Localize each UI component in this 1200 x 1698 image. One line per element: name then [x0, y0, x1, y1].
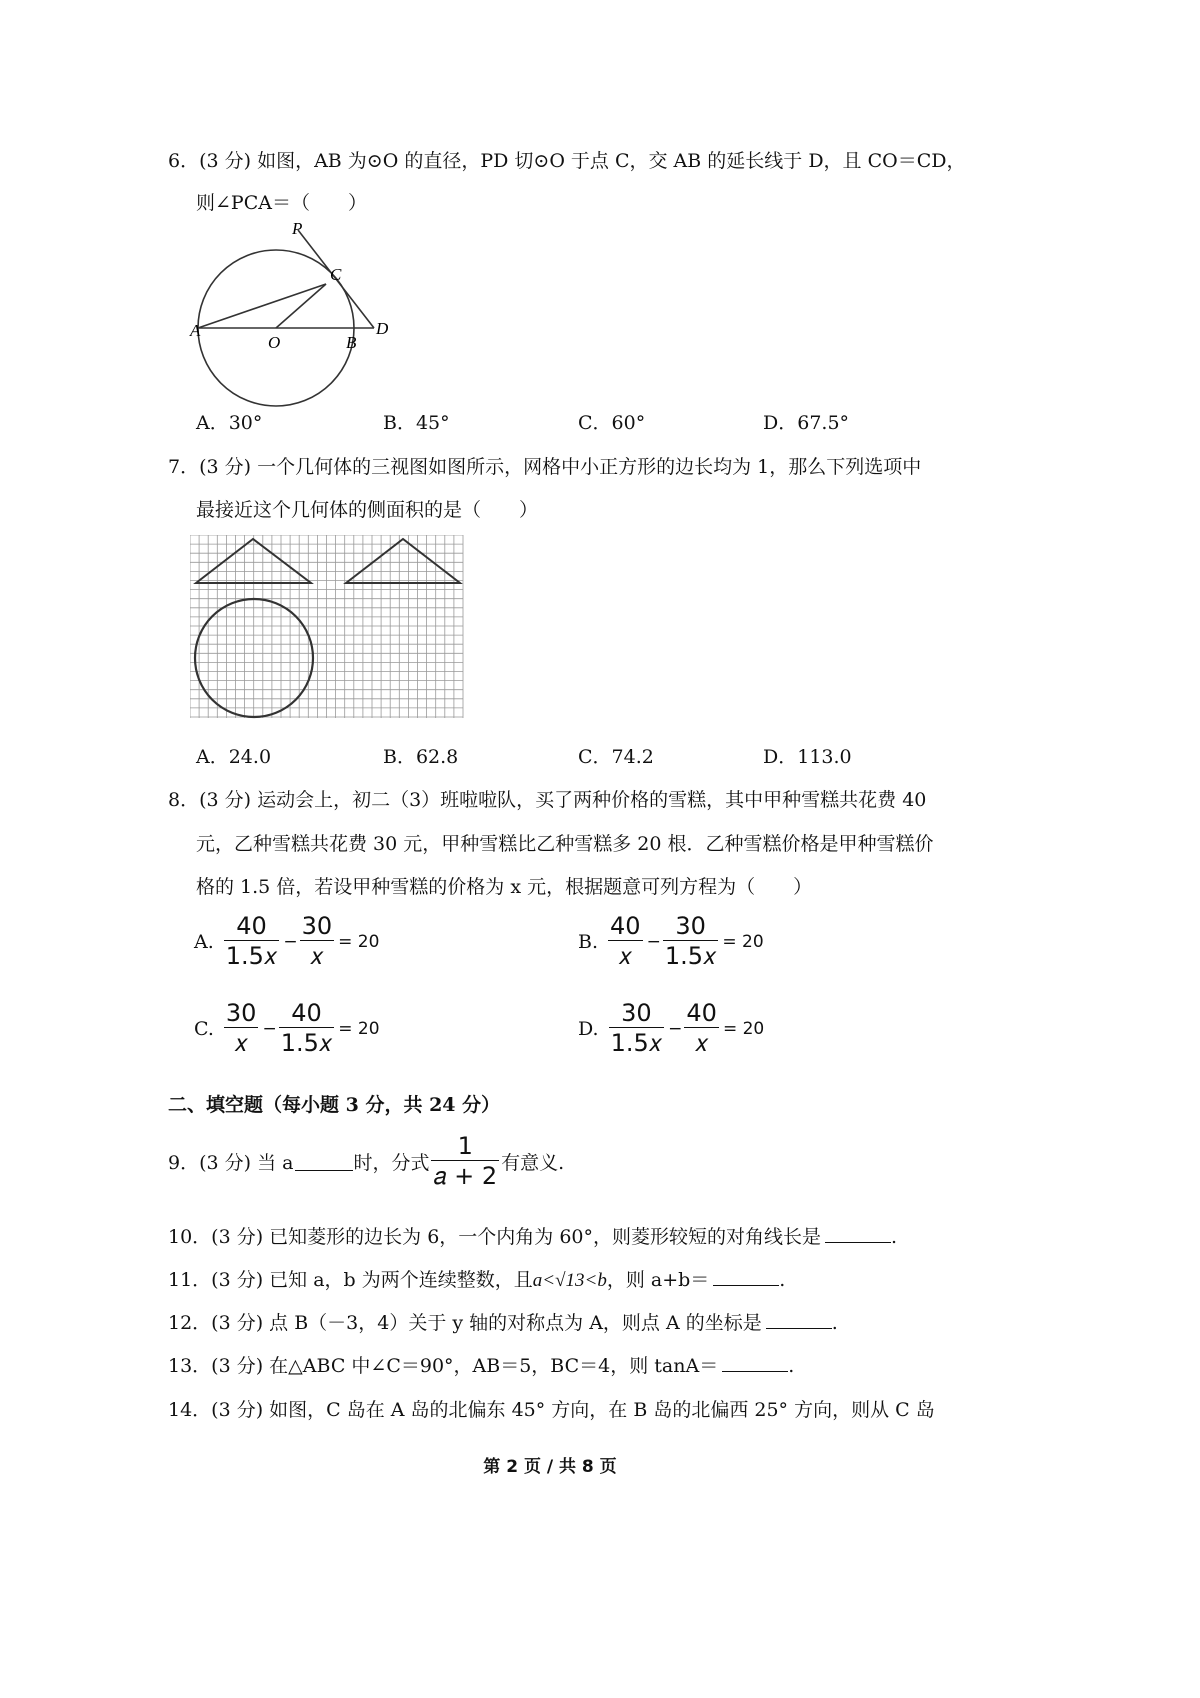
q8-option-b: B. $\frac{40}{\text{𝑥}}$ − $\frac{30}{\text{1.5𝑥}}$ = 20 — [578, 912, 764, 970]
q11-blank[interactable] — [713, 1267, 779, 1286]
q7-three-view-figure — [190, 535, 465, 720]
q7-line1: 7．(3 分) 一个几何体的三视图如图所示，网格中小正方形的边长均为 1，那么下列选项中 — [168, 456, 922, 478]
q10-line: 10．(3 分) 已知菱形的边长为 6，一个内角为 60°，则菱形较短的对角线长是 . — [168, 1226, 898, 1248]
label-b: B — [346, 333, 357, 352]
q11-line: 11．(3 分) 已知 a，b 为两个连续整数，且a<√13<b，则 a+b＝ . — [168, 1269, 786, 1291]
q8-option-a: A. $\frac{40}{\text{1.5𝑥}}$ − $\frac{30}{\text{𝑥}}$ = 20 — [194, 912, 380, 970]
q7-choice-a: A．24.0 — [196, 746, 272, 768]
label-p: P — [292, 219, 303, 238]
label-a: A — [190, 321, 201, 340]
line-ac — [198, 284, 326, 328]
q6-choice-c: C．60° — [578, 412, 646, 434]
q7-choice-c: C．74.2 — [578, 746, 654, 768]
q6-choice-d: D．67.5° — [763, 412, 850, 434]
q9-line: 9．(3 分) 当 a 时，分式 $\frac{1}{\text{𝑎 + 2}}$ 有意义. — [168, 1132, 565, 1190]
q12-blank[interactable] — [766, 1310, 832, 1329]
q6-circle-figure — [188, 218, 408, 428]
q6-choice-b: B．45° — [383, 412, 450, 434]
q9-blank[interactable] — [295, 1152, 353, 1171]
q8-option-c: C. $\frac{30}{\text{𝑥}}$ − $\frac{40}{\text{1.5𝑥}}$ = 20 — [194, 999, 380, 1057]
q7-choice-b: B．62.8 — [383, 746, 459, 768]
q13-line: 13．(3 分) 在△ABC 中∠C＝90°，AB＝5，BC＝4，则 tanA＝ . — [168, 1355, 795, 1377]
q8-line2: 元，乙种雪糕共花费 30 元，甲种雪糕比乙种雪糕多 20 根．乙种雪糕价格是甲种雪糕价 — [196, 833, 934, 855]
label-d: D — [376, 319, 389, 338]
q13-blank[interactable] — [722, 1353, 788, 1372]
q8-line3: 格的 1.5 倍，若设甲种雪糕的价格为 x 元，根据题意可列方程为（ ） — [196, 876, 813, 898]
section-heading-fill-in: 二、填空题（每小题 3 分，共 24 分） — [168, 1094, 501, 1116]
q7-choice-d: D．113.0 — [763, 746, 852, 768]
q12-line: 12．(3 分) 点 B（－3，4）关于 y 轴的对称点为 A，则点 A 的坐标是 . — [168, 1312, 838, 1334]
q14-line: 14．(3 分) 如图，C 岛在 A 岛的北偏东 45° 方向，在 B 岛的北偏西 25° 方向，则从 C 岛 — [168, 1399, 935, 1421]
label-c: C — [330, 265, 342, 284]
q6-choice-a: A．30° — [196, 412, 263, 434]
q8-option-d: D. $\frac{30}{\text{1.5𝑥}}$ − $\frac{40}{\text{𝑥}}$ = 20 — [578, 999, 765, 1057]
q10-blank[interactable] — [825, 1224, 891, 1243]
line-oc — [276, 284, 326, 328]
q7-line2: 最接近这个几何体的侧面积的是（ ） — [196, 499, 539, 521]
q6-line2: 则∠PCA＝（ ） — [196, 192, 367, 214]
q8-line1: 8．(3 分) 运动会上，初二（3）班啦啦队，买了两种价格的雪糕，其中甲种雪糕共花费 40 — [168, 789, 927, 811]
q6-line1: 6．(3 分) 如图，AB 为⊙O 的直径，PD 切⊙O 于点 C，交 AB 的延长线于 D，且 CO＝CD， — [168, 150, 966, 172]
page-footer: 第 2 页 / 共 8 页 — [483, 1457, 617, 1477]
label-o: O — [268, 333, 281, 352]
